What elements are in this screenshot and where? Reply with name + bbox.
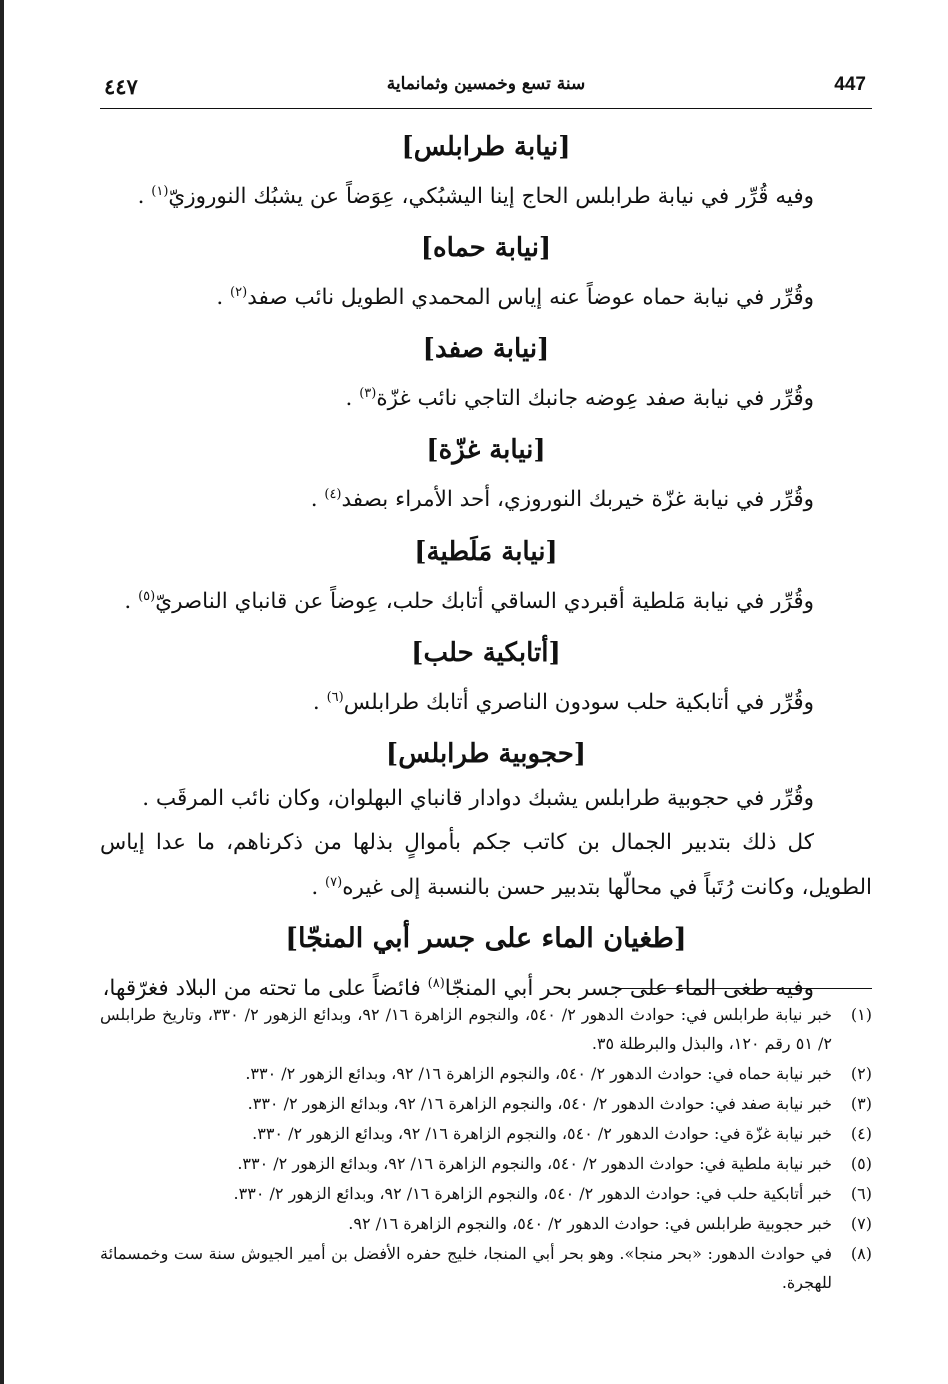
footnote-item xyxy=(100,1149,872,1178)
section-paragraph xyxy=(100,779,872,819)
footnote-text: خبر نيابة طرابلس في: حوادث الدهور ٢/ ٥٤٠، والنجوم الزاهرة ١٦/ ٩٢، وبدائع الزهور ٢/ ٣٣٠، وتاريخ طرابلس ٢/ ٥١ رقم ١٢٠، والبذل والبرطلة ٣٥. xyxy=(100,1005,833,1053)
footnote-ref: (٣) xyxy=(359,386,377,402)
footnote-item xyxy=(100,1209,872,1238)
paragraph-end: . xyxy=(312,689,327,715)
section-paragraph xyxy=(100,577,872,622)
section-paragraph xyxy=(100,475,872,520)
footnote-ref: (٤) xyxy=(324,487,342,503)
footnote-ref: (٦) xyxy=(326,689,344,705)
paragraph-text: وقُرِّر في نيابة مَلطية أقبردي الساقي أتابك حلب، عِوضاً عن قانباي الناصريّ xyxy=(155,588,814,614)
footnote-text: خبر نيابة حماه في: حوادث الدهور ٢/ ٥٤٠، والنجوم الزاهرة ١٦/ ٩٢، وبدائع الزهور ٢/ ٣٣٠. xyxy=(245,1064,832,1083)
section-title: [نيابة طرابلس] xyxy=(401,132,571,162)
paragraph-text: وقُرِّر في نيابة غزّة خيربك النوروزي، أحد الأمراء بصفد xyxy=(341,487,814,513)
page-edge xyxy=(0,0,4,1384)
paragraph-text: وقُرِّر في نيابة صفد عِوضه جانبك التاجي نائب غزّة xyxy=(376,386,814,412)
paragraph-end: . xyxy=(137,184,152,210)
footnote-ref: (٨) xyxy=(427,976,445,992)
section-title: [نيابة حماه] xyxy=(420,233,552,264)
page-header xyxy=(100,72,872,109)
footnote-ref: (٢) xyxy=(230,285,248,301)
footnotes xyxy=(100,1000,872,1298)
page-number-arabic: ٤٤٧ xyxy=(104,74,138,99)
section-title: [أتابكية حلب] xyxy=(411,637,561,668)
section-title: [طغيان الماء على جسر أبي المنجّا] xyxy=(285,923,687,955)
footnote-item xyxy=(100,1089,872,1118)
footnote-text: خبر نيابة ملطية في: حوادث الدهور ٢/ ٥٤٠، والنجوم الزاهرة ١٦/ ٩٢، وبدائع الزهور ٢/ ٣٣٠. xyxy=(237,1154,832,1173)
section-title: [نيابة صفد] xyxy=(422,334,550,365)
paragraph-text: وقُرِّر في نيابة حماه عوضاً عنه إياس المحمدي الطويل نائب صفد xyxy=(247,285,814,311)
paragraph-end: . xyxy=(124,588,139,614)
footnote-number: (٥) xyxy=(850,1154,872,1173)
section-paragraph xyxy=(100,374,872,419)
paragraph-end: . xyxy=(311,875,326,901)
paragraph-text: وقُرِّر في أتابكية حلب سودون الناصري أتابك طرابلس xyxy=(343,689,814,715)
footnote-item xyxy=(100,1119,872,1148)
footnote-item xyxy=(100,1000,872,1058)
footnote-number: (٦) xyxy=(850,1184,872,1203)
paragraph-text: وفيه قُرِّر في نيابة طرابلس الحاج إينا اليشبُكي، عِوَضاً عن يشبُك النوروزيّ xyxy=(168,184,814,210)
footnote-ref: (٥) xyxy=(138,588,156,604)
footnote-text: في حوادث الدهور: «بحر منجا». وهو بحر أبي المنجا، خليج حفره الأفضل بن أمير الجيوش سنة ست وخمسمائة للهجرة. xyxy=(100,1244,832,1292)
footnote-rule xyxy=(615,988,872,989)
paragraph-text: وفيه طغى الماء على جسر بحر أبي المنجّا xyxy=(444,976,814,1002)
footnote-number: (٣) xyxy=(850,1094,872,1113)
footnote-text: خبر نيابة صفد في: حوادث الدهور ٢/ ٥٤٠، والنجوم الزاهرة ١٦/ ٩٢، وبدائع الزهور ٢/ ٣٣٠. xyxy=(247,1094,832,1113)
footnote-ref: (٧) xyxy=(325,874,343,890)
paragraph-text: كل ذلك بتدبير الجمال بن كاتب جكم بأموالٍ بذلها من ذكرناهم، ما عدا إياس الطويل، وكانت رُتَباً في محالّها بتدبير حسن بالنسبة إلى غيره xyxy=(100,829,872,901)
footnote-number: (٢) xyxy=(850,1064,872,1083)
main-text xyxy=(100,130,872,1023)
footnote-number: (١) xyxy=(850,1005,872,1024)
section-title: [نيابة مَلَطية] xyxy=(414,536,558,567)
paragraph-end: . xyxy=(310,487,325,513)
footnote-item xyxy=(100,1239,872,1297)
footnote-item xyxy=(100,1059,872,1088)
section-paragraph xyxy=(100,172,872,217)
section-paragraph xyxy=(100,678,872,723)
paragraph-end: . xyxy=(216,285,231,311)
footnote-number: (٧) xyxy=(850,1214,872,1233)
footnote-text: خبر نيابة غزّة في: حوادث الدهور ٢/ ٥٤٠، والنجوم الزاهرة ١٦/ ٩٢، وبدائع الزهور ٢/ ٣٣٠. xyxy=(252,1124,832,1143)
section-title: [نيابة غزّة] xyxy=(426,435,546,466)
paragraph-end: . xyxy=(345,386,360,412)
footnote-text: خبر حجوبية طرابلس في: حوادث الدهور ٢/ ٥٤٠، والنجوم الزاهرة ١٦/ ٩٢. xyxy=(348,1214,832,1233)
footnote-item xyxy=(100,1179,872,1208)
section-paragraph xyxy=(100,273,872,318)
section-title: [حجوبية طرابلس] xyxy=(385,738,587,769)
footnote-number: (٤) xyxy=(850,1124,872,1143)
running-title: سنة تسع وخمسين وثمانماية xyxy=(386,74,586,94)
summary-paragraph xyxy=(100,823,872,908)
footnote-number: (٨) xyxy=(850,1244,872,1263)
footnote-text: خبر أتابكية حلب في: حوادث الدهور ٢/ ٥٤٠، والنجوم الزاهرة ١٦/ ٩٢، وبدائع الزهور ٢/ ٣٣٠. xyxy=(233,1184,832,1203)
paragraph-rest: فائضاً على ما تحته من البلاد فغرّقها، xyxy=(102,976,428,1002)
footnote-ref: (١) xyxy=(151,184,169,199)
paragraph-text: وقُرِّر في حجوبية طرابلس يشبك دوادار قانباي البهلوان، وكان نائب المرقَب . xyxy=(142,785,814,811)
page-number-latin: 447 xyxy=(834,74,866,95)
